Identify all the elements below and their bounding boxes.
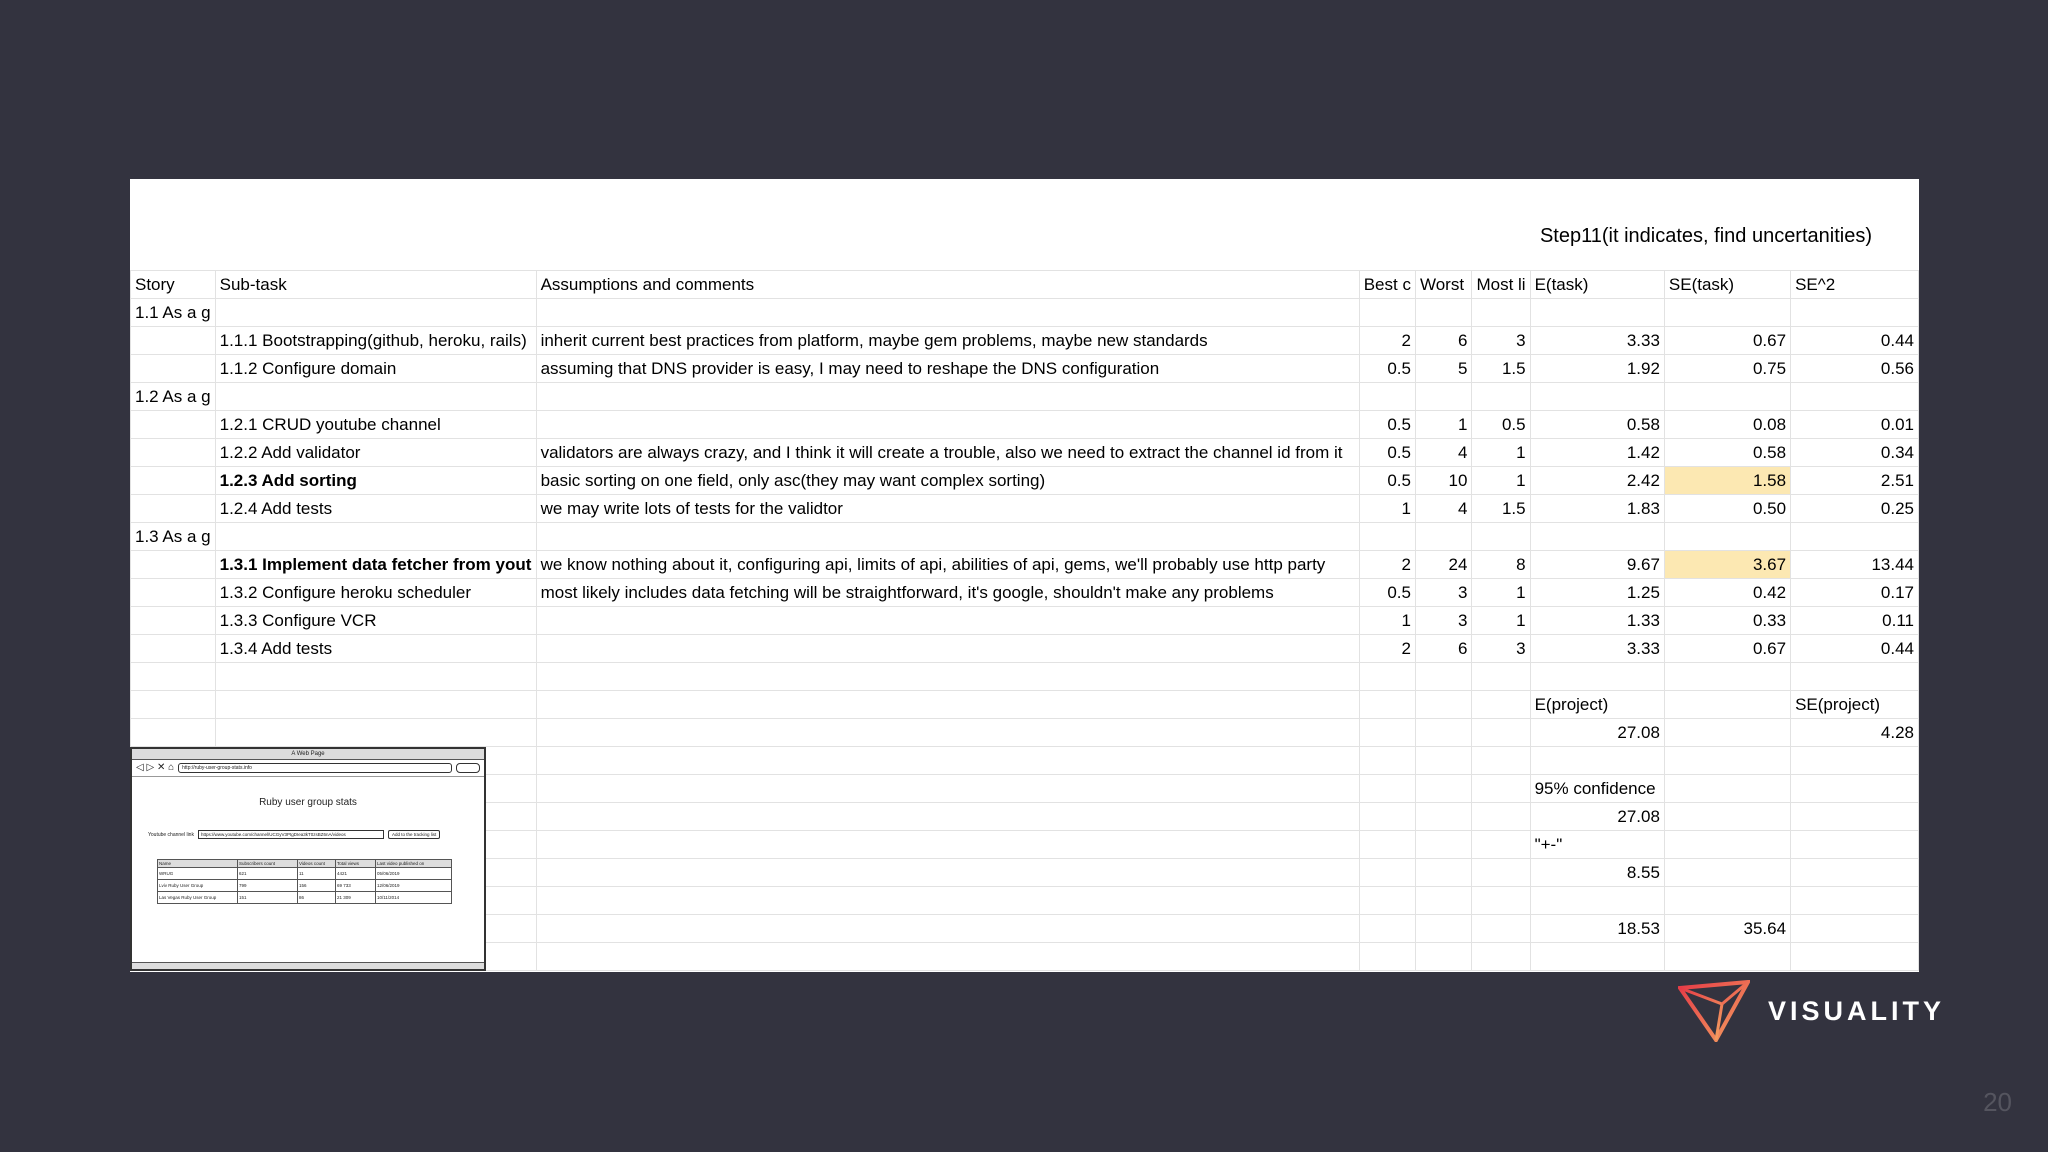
table-row [131,719,1919,747]
cell-story[interactable] [131,607,216,635]
cell-se-squared[interactable] [1791,299,1919,327]
cell-worst-case[interactable] [1415,691,1471,719]
cell-comment[interactable] [536,523,1359,551]
cell-se-squared[interactable]: 0.11 [1791,607,1919,635]
cell-story[interactable] [131,495,216,523]
cell-e-task[interactable]: 3.33 [1530,327,1664,355]
cell-best-case[interactable] [1359,943,1415,971]
cell-worst-case[interactable] [1415,803,1471,831]
cell-most-likely[interactable] [1472,831,1530,859]
cell-most-likely[interactable]: 3 [1472,327,1530,355]
table-row [131,299,1919,327]
cell-se-task[interactable]: 0.67 [1664,327,1790,355]
cell-comment[interactable]: we may write lots of tests for the validtor [536,495,1359,523]
cell-comment[interactable] [536,803,1359,831]
cell-e-task[interactable]: 1.25 [1530,579,1664,607]
cell-se-task[interactable]: 0.50 [1664,495,1790,523]
cell-comment[interactable] [536,747,1359,775]
cell-se-squared[interactable]: 0.01 [1791,411,1919,439]
cell-worst-case[interactable]: 6 [1415,327,1471,355]
cell-e-task[interactable]: 1.42 [1530,439,1664,467]
cell-se-squared[interactable] [1791,663,1919,691]
cell-e-task[interactable] [1530,663,1664,691]
page-number: 20 [1983,1087,2012,1117]
spreadsheet-slide [130,179,1919,972]
cell-e-task[interactable]: 9.67 [1530,551,1664,579]
cell-story[interactable] [131,691,216,719]
cell-best-case[interactable]: 0.5 [1359,411,1415,439]
cell-worst-case[interactable]: 6 [1415,635,1471,663]
cell-e-task[interactable] [1530,383,1664,411]
wireframe-table-header [158,860,452,868]
cell-se-task[interactable] [1664,523,1790,551]
cell-subtask[interactable] [215,523,536,551]
cell-worst-case[interactable] [1415,831,1471,859]
table-row [131,663,1919,691]
cell-se-squared[interactable]: 0.17 [1791,579,1919,607]
cell-most-likely[interactable]: 0.5 [1472,411,1530,439]
cell-subtask[interactable]: 1.3.3 Configure VCR [215,607,536,635]
table-row [131,327,1919,355]
cell-most-likely[interactable]: 1 [1472,579,1530,607]
cell-se-squared[interactable] [1791,831,1919,859]
cell-story[interactable] [131,579,216,607]
cell-se-squared[interactable] [1791,859,1919,887]
cell-best-case[interactable]: 0.5 [1359,467,1415,495]
cell-e-task[interactable] [1530,943,1664,971]
cell-worst-case[interactable]: 3 [1415,579,1471,607]
cell-comment[interactable] [536,299,1359,327]
wireframe-header-cell: Total views [336,860,376,868]
cell-se-squared[interactable]: 0.25 [1791,495,1919,523]
cell-story[interactable] [131,355,216,383]
cell-most-likely[interactable] [1472,915,1530,943]
cell-best-case[interactable] [1359,299,1415,327]
cell-e-task[interactable]: 2.42 [1530,467,1664,495]
cell-e-task[interactable]: 1.33 [1530,607,1664,635]
cell-best-case[interactable] [1359,691,1415,719]
cell-worst-case[interactable]: 5 [1415,355,1471,383]
cell-worst-case[interactable] [1415,747,1471,775]
wireframe-url-field: http://ruby-user-group-stats.info [178,763,452,773]
cell-best-case[interactable]: 2 [1359,551,1415,579]
cell-e-task[interactable]: 27.08 [1530,803,1664,831]
wireframe-cell: Las Vegas Ruby User Group [158,892,238,904]
cell-story[interactable] [131,467,216,495]
wireframe-window-title: A Web Page [132,749,484,760]
cell-se-squared[interactable]: 0.44 [1791,327,1919,355]
cell-se-squared[interactable] [1791,887,1919,915]
table-row [131,579,1919,607]
cell-worst-case[interactable]: 10 [1415,467,1471,495]
cell-worst-case[interactable] [1415,299,1471,327]
cell-most-likely[interactable]: 3 [1472,635,1530,663]
cell-story[interactable] [131,663,216,691]
cell-worst-case[interactable]: 4 [1415,439,1471,467]
cell-best-case[interactable] [1359,803,1415,831]
cell-best-case[interactable] [1359,383,1415,411]
cell-subtask[interactable]: 1.3.1 Implement data fetcher from yout [215,551,536,579]
table-row [131,355,1919,383]
cell-se-task[interactable] [1664,663,1790,691]
cell-subtask[interactable]: 1.3.4 Add tests [215,635,536,663]
cell-comment[interactable]: we know nothing about it, configuring api, limits of api, abilities of api, gems, we'll probably use http party [536,551,1359,579]
wireframe-header-cell: Subscribers count [238,860,298,868]
cell-comment[interactable]: inherit current best practices from platform, maybe gem problems, maybe new standards [536,327,1359,355]
cell-subtask[interactable]: 1.3.2 Configure heroku scheduler [215,579,536,607]
cell-most-likely[interactable]: 1.5 [1472,355,1530,383]
cell-best-case[interactable] [1359,915,1415,943]
wireframe-cell: Lviv Ruby User Group [158,880,238,892]
cell-story[interactable]: 1.1 As a g [131,299,216,327]
table-row [131,691,1919,719]
cell-e-task[interactable]: 18.53 [1530,915,1664,943]
cell-most-likely[interactable] [1472,663,1530,691]
cell-se-task[interactable]: 0.75 [1664,355,1790,383]
cell-best-case[interactable] [1359,887,1415,915]
cell-comment[interactable] [536,859,1359,887]
cell-se-task[interactable] [1664,859,1790,887]
wireframe-header-cell: Name [158,860,238,868]
cell-subtask[interactable]: 1.1.2 Configure domain [215,355,536,383]
wireframe-header-cell: Videos count [298,860,336,868]
cell-se-task[interactable]: 0.33 [1664,607,1790,635]
cell-subtask[interactable] [215,719,536,747]
cell-most-likely[interactable]: 8 [1472,551,1530,579]
cell-most-likely[interactable] [1472,299,1530,327]
wireframe-cell: 799 [238,880,298,892]
header-subtask[interactable]: Sub-task [215,271,536,299]
cell-best-case[interactable] [1359,775,1415,803]
cell-best-case[interactable]: 2 [1359,327,1415,355]
header-story[interactable]: Story [131,271,216,299]
cell-most-likely[interactable]: 1 [1472,467,1530,495]
wireframe-heading: Ruby user group stats [259,797,357,808]
cell-comment[interactable]: assuming that DNS provider is easy, I may need to reshape the DNS configuration [536,355,1359,383]
cell-comment[interactable]: most likely includes data fetching will be straightforward, it's google, shouldn't make any problems [536,579,1359,607]
wireframe-cell: 621 [238,868,298,880]
wireframe-add-button: Add to the tracking list [388,830,440,839]
table-row [131,551,1919,579]
cell-worst-case[interactable]: 3 [1415,607,1471,635]
cell-se-task[interactable] [1664,943,1790,971]
cell-se-squared[interactable]: 0.56 [1791,355,1919,383]
cell-e-task[interactable]: 0.58 [1530,411,1664,439]
table-row [131,495,1919,523]
cell-worst-case[interactable] [1415,383,1471,411]
table-row [131,523,1919,551]
cell-comment[interactable] [536,411,1359,439]
cell-se-task[interactable]: 1.58 [1664,467,1790,495]
wireframe-cell: 21 309 [336,892,376,904]
cell-se-squared[interactable] [1791,775,1919,803]
cell-worst-case[interactable]: 24 [1415,551,1471,579]
cell-comment[interactable] [536,691,1359,719]
cell-most-likely[interactable] [1472,943,1530,971]
cell-e-task[interactable]: 8.55 [1530,859,1664,887]
cell-worst-case[interactable]: 4 [1415,495,1471,523]
wireframe-cell: 05/06/2019 [376,868,452,880]
visuality-logo-icon [1678,980,1750,1042]
cell-e-task[interactable] [1530,747,1664,775]
table-row [131,635,1919,663]
wireframe-cell: 12/06/2019 [376,880,452,892]
browser-nav-icons: ◁ ▷ ✕ ⌂ [136,762,175,773]
cell-best-case[interactable]: 1 [1359,495,1415,523]
cell-subtask[interactable] [215,663,536,691]
cell-story[interactable]: 1.3 As a g [131,523,216,551]
cell-worst-case[interactable]: 1 [1415,411,1471,439]
cell-se-task[interactable] [1664,719,1790,747]
cell-subtask[interactable] [215,299,536,327]
cell-e-task[interactable]: 27.08 [1530,719,1664,747]
cell-best-case[interactable] [1359,747,1415,775]
wireframe-cell: 86 [298,892,336,904]
cell-most-likely[interactable] [1472,887,1530,915]
cell-most-likely[interactable] [1472,859,1530,887]
cell-most-likely[interactable] [1472,691,1530,719]
cell-worst-case[interactable] [1415,775,1471,803]
wireframe-cell: 69 733 [336,880,376,892]
cell-story[interactable] [131,551,216,579]
cell-best-case[interactable] [1359,719,1415,747]
cell-e-task[interactable]: 3.33 [1530,635,1664,663]
cell-se-task[interactable] [1664,775,1790,803]
cell-e-task[interactable]: 1.92 [1530,355,1664,383]
cell-story[interactable] [131,327,216,355]
header-most-likely[interactable]: Most li [1472,271,1530,299]
cell-comment[interactable] [536,943,1359,971]
cell-se-task[interactable]: 0.58 [1664,439,1790,467]
cell-e-task[interactable] [1530,887,1664,915]
header-comment[interactable]: Assumptions and comments [536,271,1359,299]
wireframe-stats-table [157,859,452,904]
cell-comment[interactable] [536,915,1359,943]
cell-se-task[interactable]: 3.67 [1664,551,1790,579]
header-se-squared[interactable]: SE^2 [1791,271,1919,299]
wireframe-table-row [158,868,452,880]
cell-e-task[interactable]: 1.83 [1530,495,1664,523]
cell-worst-case[interactable] [1415,719,1471,747]
cell-most-likely[interactable] [1472,523,1530,551]
wireframe-table-row [158,880,452,892]
cell-comment[interactable] [536,775,1359,803]
cell-subtask[interactable] [215,383,536,411]
header-best-case[interactable]: Best c [1359,271,1415,299]
cell-most-likely[interactable] [1472,383,1530,411]
cell-subtask[interactable]: 1.2.4 Add tests [215,495,536,523]
cell-comment[interactable] [536,663,1359,691]
cell-e-task[interactable] [1530,523,1664,551]
cell-se-task[interactable]: 0.67 [1664,635,1790,663]
wireframe-field-label: Youtube channel link [148,831,194,838]
cell-comment[interactable] [536,635,1359,663]
brand-name: VISUALITY [1768,995,1946,1026]
wireframe-table-row [158,892,452,904]
cell-most-likely[interactable]: 1.5 [1472,495,1530,523]
cell-se-squared[interactable]: SE(project) [1791,691,1919,719]
wireframe-scrollbar [132,962,484,969]
wireframe-cell: 10/11/2014 [376,892,452,904]
cell-se-squared[interactable]: 4.28 [1791,719,1919,747]
cell-best-case[interactable]: 0.5 [1359,439,1415,467]
cell-comment[interactable] [536,719,1359,747]
cell-best-case[interactable]: 2 [1359,635,1415,663]
cell-se-task[interactable]: 35.64 [1664,915,1790,943]
cell-comment[interactable] [536,887,1359,915]
cell-most-likely[interactable] [1472,719,1530,747]
cell-worst-case[interactable] [1415,943,1471,971]
cell-se-squared[interactable] [1791,383,1919,411]
cell-se-squared[interactable] [1791,943,1919,971]
cell-se-squared[interactable] [1791,803,1919,831]
cell-most-likely[interactable] [1472,747,1530,775]
cell-best-case[interactable]: 1 [1359,607,1415,635]
cell-subtask[interactable]: 1.2.1 CRUD youtube channel [215,411,536,439]
visuality-logo [1678,980,1945,1042]
cell-most-likely[interactable]: 1 [1472,439,1530,467]
cell-e-task[interactable]: 95% confidence [1530,775,1664,803]
cell-best-case[interactable]: 0.5 [1359,579,1415,607]
cell-worst-case[interactable] [1415,523,1471,551]
cell-se-task[interactable] [1664,691,1790,719]
wireframe-search-box [456,763,480,773]
cell-subtask[interactable]: 1.2.3 Add sorting [215,467,536,495]
wireframe-header-cell: Last video published on [376,860,452,868]
cell-story[interactable] [131,635,216,663]
header-e-task[interactable]: E(task) [1530,271,1664,299]
cell-story[interactable] [131,719,216,747]
cell-story[interactable] [131,439,216,467]
wireframe-cell: 4421 [336,868,376,880]
cell-comment[interactable]: basic sorting on one field, only asc(they may want complex sorting) [536,467,1359,495]
sheet-title: Step11(it indicates, find uncertanities) [1539,225,1872,247]
cell-most-likely[interactable] [1472,775,1530,803]
cell-subtask[interactable]: 1.2.2 Add validator [215,439,536,467]
cell-se-task[interactable] [1664,383,1790,411]
wireframe-channel-input: https://www.youtube.com/channel/UCGyV3PtgDIea3kT0zsBZ6nA/videos [198,830,384,839]
cell-comment[interactable] [536,831,1359,859]
table-row [131,439,1919,467]
cell-se-task[interactable] [1664,831,1790,859]
table-row [131,467,1919,495]
table-row [131,607,1919,635]
cell-best-case[interactable]: 0.5 [1359,355,1415,383]
cell-most-likely[interactable]: 1 [1472,607,1530,635]
header-row [131,271,1919,299]
wireframe-address-bar [132,760,484,777]
cell-comment[interactable]: validators are always crazy, and I think it will create a trouble, also we need to extract the channel id from it [536,439,1359,467]
cell-subtask[interactable]: 1.1.1 Bootstrapping(github, heroku, rails) [215,327,536,355]
cell-story[interactable] [131,411,216,439]
cell-best-case[interactable] [1359,523,1415,551]
cell-best-case[interactable] [1359,859,1415,887]
wireframe-mockup [130,747,486,971]
cell-worst-case[interactable] [1415,859,1471,887]
wireframe-cell: 11 [298,868,336,880]
cell-best-case[interactable] [1359,831,1415,859]
table-row [131,383,1919,411]
wireframe-form [148,830,484,839]
cell-comment[interactable] [536,607,1359,635]
cell-se-task[interactable] [1664,803,1790,831]
cell-se-squared[interactable] [1791,747,1919,775]
cell-story[interactable]: 1.2 As a g [131,383,216,411]
table-row [131,411,1919,439]
cell-se-task[interactable] [1664,887,1790,915]
cell-worst-case[interactable] [1415,663,1471,691]
cell-se-squared[interactable]: 0.34 [1791,439,1919,467]
cell-se-squared[interactable]: 0.44 [1791,635,1919,663]
cell-comment[interactable] [536,383,1359,411]
cell-se-squared[interactable] [1791,523,1919,551]
cell-worst-case[interactable] [1415,887,1471,915]
cell-e-task[interactable]: E(project) [1530,691,1664,719]
cell-subtask[interactable] [215,691,536,719]
cell-best-case[interactable] [1359,663,1415,691]
cell-se-squared[interactable] [1791,915,1919,943]
wireframe-cell: 151 [238,892,298,904]
cell-worst-case[interactable] [1415,915,1471,943]
cell-se-task[interactable] [1664,747,1790,775]
cell-e-task[interactable] [1530,299,1664,327]
wireframe-cell: 156 [298,880,336,892]
cell-most-likely[interactable] [1472,803,1530,831]
cell-se-task[interactable]: 0.42 [1664,579,1790,607]
cell-e-task[interactable]: "+-" [1530,831,1664,859]
cell-se-squared[interactable]: 13.44 [1791,551,1919,579]
cell-se-task[interactable]: 0.08 [1664,411,1790,439]
wireframe-cell: WRUG [158,868,238,880]
cell-se-squared[interactable]: 2.51 [1791,467,1919,495]
header-se-task[interactable]: SE(task) [1664,271,1790,299]
header-worst-case[interactable]: Worst [1415,271,1471,299]
cell-se-task[interactable] [1664,299,1790,327]
